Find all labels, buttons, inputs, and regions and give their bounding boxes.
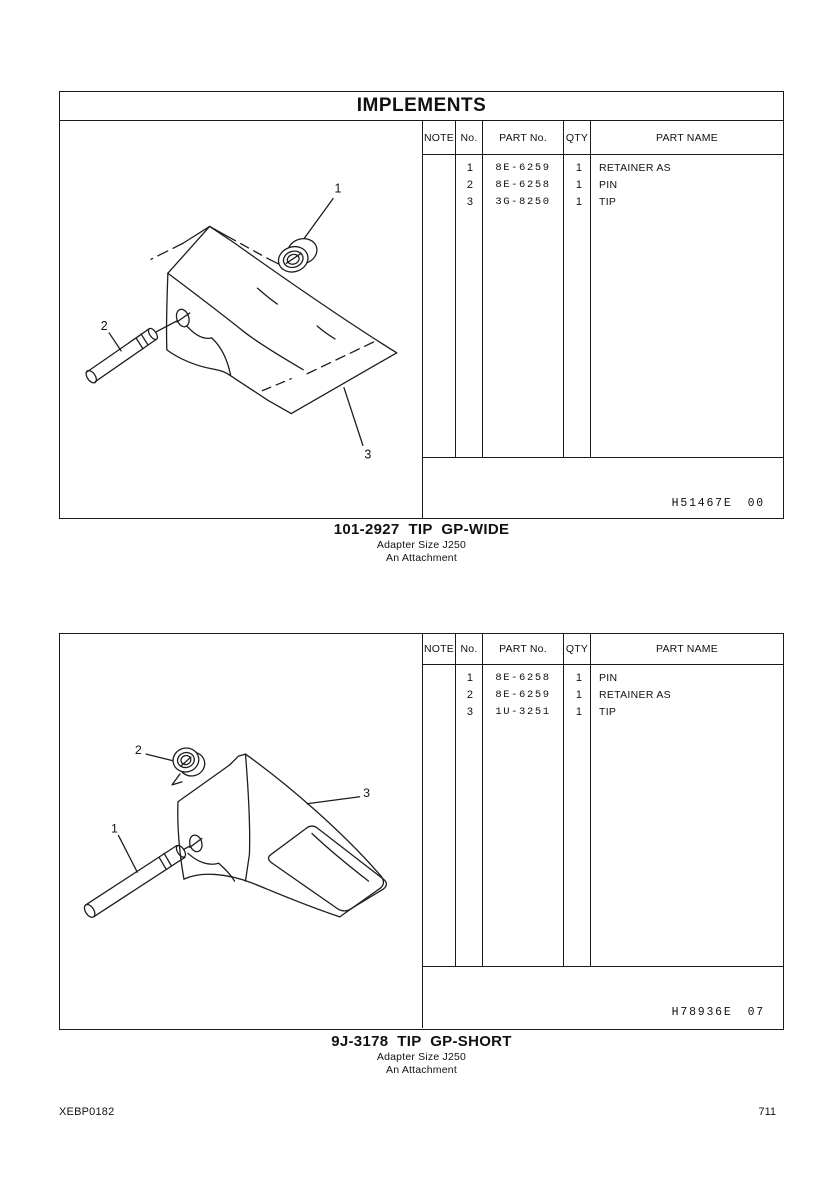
row-part-no: 8E-6258 [495, 179, 551, 191]
header-note: NOTE [423, 634, 456, 664]
parts-table-body [423, 155, 783, 458]
row-qty: 1 [575, 672, 582, 684]
row-part-no: 8E-6258 [495, 672, 551, 684]
part-name-column [591, 155, 783, 457]
row-no: 1 [466, 672, 473, 684]
header-part-name: PART NAME [656, 643, 718, 655]
figure-box-wide-tip [59, 91, 784, 519]
row-part-name: RETAINER AS [599, 162, 671, 174]
row-part-no: 8E-6259 [495, 689, 551, 701]
wide-tip-exploded-drawing [60, 121, 422, 519]
caption-title: 101-2927 TIP GP-WIDE [333, 521, 510, 538]
part-no-column [483, 155, 564, 457]
drawing-area-short-tip [60, 634, 422, 1028]
row-part-no: 3G-8250 [495, 196, 551, 208]
callout-1: 1 [111, 821, 118, 836]
drawing-area-wide-tip [60, 121, 422, 519]
tip-body-short [178, 754, 387, 917]
page-number: 711 [758, 1106, 776, 1118]
caption-attachment: An Attachment [386, 551, 457, 564]
callout-leader-lines [118, 754, 359, 872]
caption-attachment: An Attachment [386, 1063, 457, 1076]
header-qty: QTY [564, 121, 591, 154]
pin-part [84, 327, 159, 385]
row-part-name: PIN [599, 179, 618, 191]
row-qty: 1 [575, 689, 582, 701]
caption-title: 9J-3178 TIP GP-SHORT [331, 1033, 512, 1050]
drawing-code: H78936E [671, 1006, 733, 1019]
callout-1: 1 [334, 181, 342, 196]
header-no: No. [456, 121, 483, 154]
parts-table-header [423, 121, 783, 155]
parts-table-header [423, 634, 783, 665]
drawing-code: H51467E [671, 497, 733, 510]
pin-part [82, 844, 187, 919]
header-note: NOTE [423, 121, 456, 154]
row-qty: 1 [575, 706, 582, 718]
part-no-column [483, 665, 564, 966]
callout-2: 2 [100, 318, 108, 333]
callout-leader-lines [109, 199, 363, 446]
caption-adapter-size: Adapter Size J250 [376, 1050, 467, 1063]
header-part-no: PART No. [483, 634, 564, 664]
qty-column [564, 665, 591, 966]
callout-3: 3 [363, 785, 370, 800]
no-column [456, 155, 483, 457]
callout-3: 3 [364, 447, 372, 462]
parts-table-short-tip [422, 634, 783, 1028]
no-column [456, 665, 483, 966]
retainer-ring-part [275, 235, 320, 276]
implements-title-band [60, 92, 783, 121]
note-column [423, 665, 456, 966]
row-part-name: RETAINER AS [599, 689, 671, 701]
caption-adapter-size: Adapter Size J250 [376, 538, 467, 551]
note-column [423, 155, 456, 457]
row-part-no: 8E-6259 [495, 162, 551, 174]
row-no: 2 [466, 689, 473, 701]
page-title: IMPLEMENTS [356, 95, 487, 116]
short-tip-exploded-drawing [60, 634, 422, 1028]
header-part-name: PART NAME [656, 131, 718, 144]
row-no: 3 [466, 706, 473, 718]
row-qty: 1 [575, 162, 582, 174]
header-qty: QTY [564, 634, 591, 664]
drawing-code-strip [423, 458, 783, 519]
parts-table-wide-tip [422, 121, 783, 519]
row-part-no: 1U-3251 [495, 706, 551, 718]
row-no: 2 [466, 179, 473, 191]
row-qty: 1 [575, 196, 582, 208]
document-code: XEBP0182 [59, 1106, 115, 1118]
retainer-ring-part [170, 745, 207, 785]
callout-2: 2 [134, 743, 142, 758]
row-no: 3 [466, 196, 473, 208]
row-part-name: PIN [599, 672, 618, 684]
parts-table-body [423, 665, 783, 967]
header-part-no: PART No. [483, 121, 564, 154]
figure-caption-short-tip [59, 1034, 784, 1075]
figure-caption-wide-tip [59, 522, 784, 563]
qty-column [564, 155, 591, 457]
drawing-revision: 00 [747, 497, 765, 510]
drawing-revision: 07 [747, 1006, 765, 1019]
row-no: 1 [466, 162, 473, 174]
row-qty: 1 [575, 179, 582, 191]
row-part-name: TIP [599, 196, 617, 208]
drawing-code-strip [423, 967, 783, 1028]
part-name-column [591, 665, 783, 966]
header-no: No. [456, 634, 483, 664]
row-part-name: TIP [599, 706, 617, 718]
figure-box-short-tip [59, 633, 784, 1030]
